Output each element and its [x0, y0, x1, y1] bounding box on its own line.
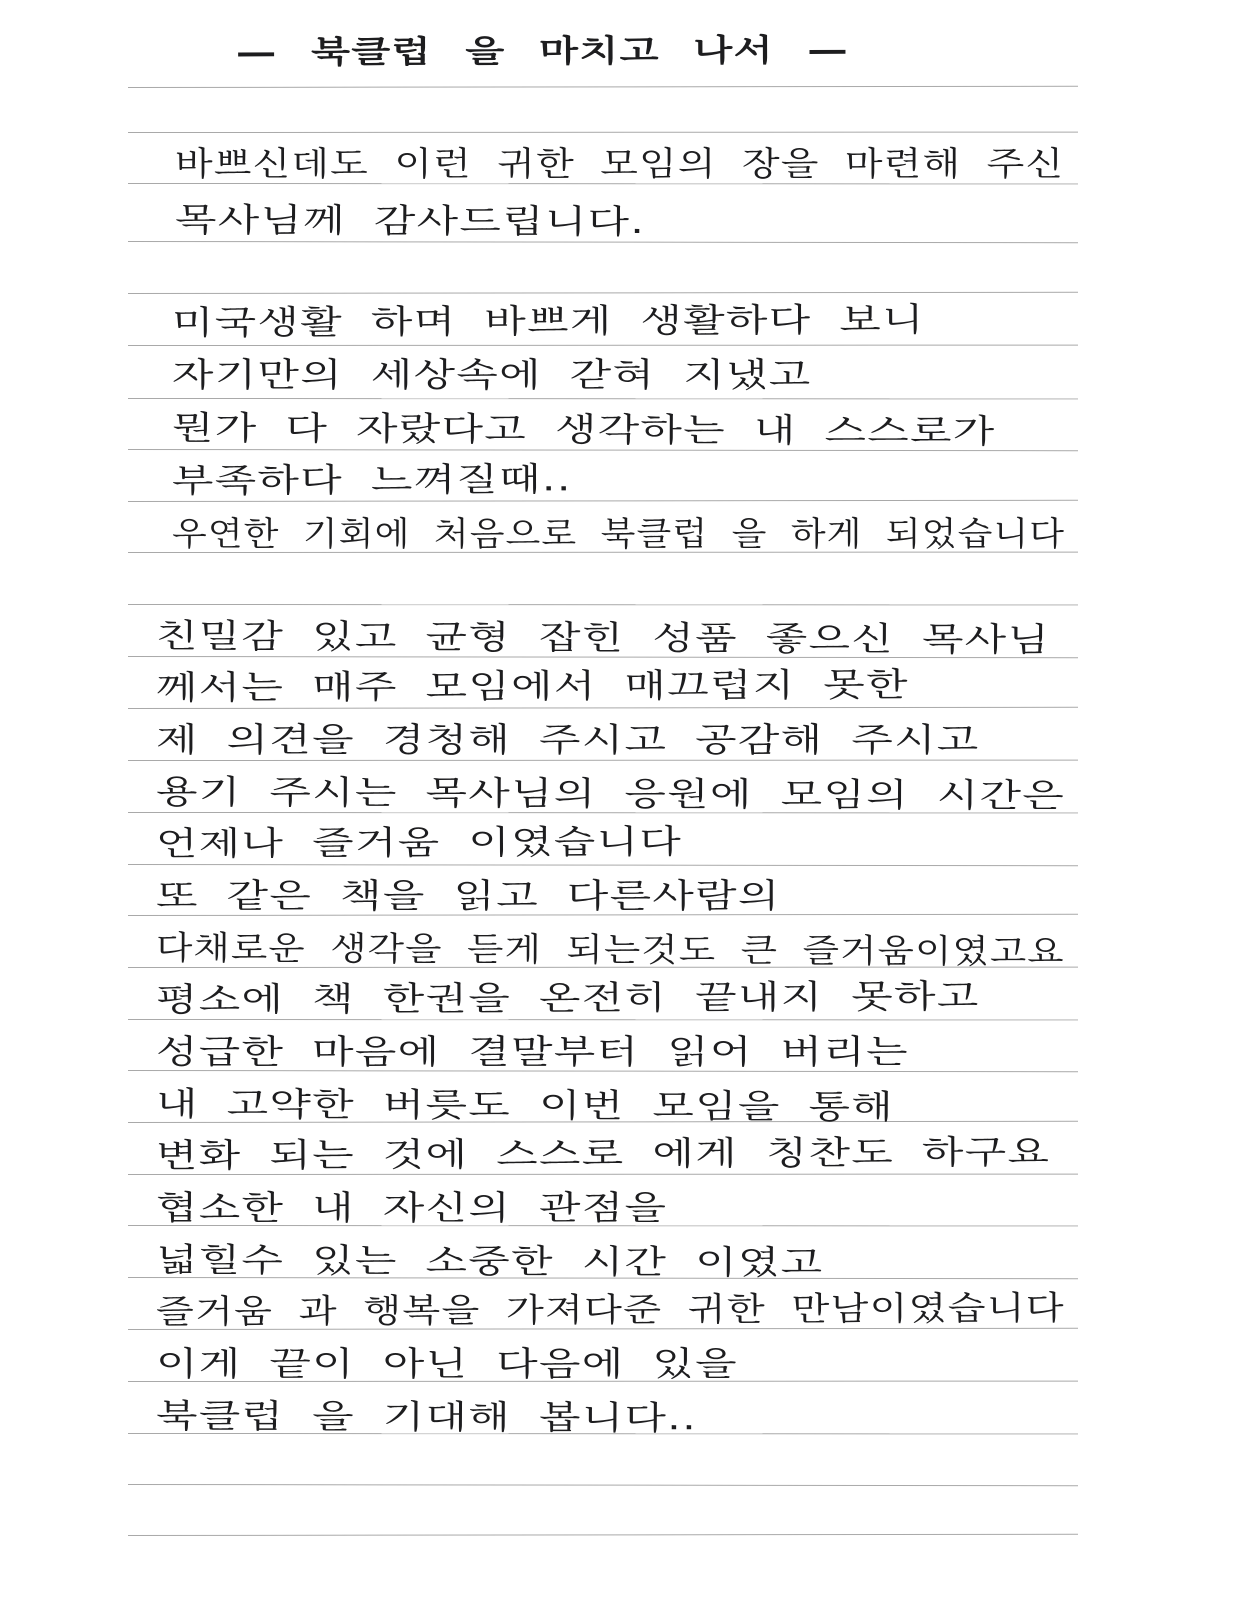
text-line: 친밀감 있고 균형 잡힌 성품 좋으신 목사님: [155, 616, 1051, 659]
text-line: 또 같은 책을 읽고 다른사람의: [156, 876, 781, 915]
text-line: 목사님께 감사드립니다.: [174, 200, 646, 242]
text-line: 자기만의 세상속에 갇혀 지냈고: [172, 355, 812, 394]
ruled-line: [128, 86, 1078, 88]
ruled-line: [128, 1534, 1078, 1536]
text-line: 용기 주시는 목사님의 응원에 모임의 시간은: [155, 772, 1066, 815]
text-line: 부족하다 느껴질때..: [171, 459, 572, 500]
text-line: 내 고약한 버릇도 이번 모임을 통해: [155, 1084, 895, 1127]
ruled-line: [128, 345, 1078, 346]
text-line: 바쁘신데도 이런 귀한 모임의 장을 마련해 주신: [175, 144, 1065, 183]
text-line: 다채로운 생각을 듣게 되는것도 큰 즐거움이였고요: [155, 928, 1065, 971]
text-line: 께서는 매주 모임에서 매끄럽지 못한: [155, 664, 909, 707]
text-line: 협소한 내 자신의 관점을: [156, 1188, 668, 1227]
text-line: 북클럽 을 기대해 봅니다..: [155, 1396, 698, 1438]
ruled-line: [128, 1484, 1078, 1486]
text-line: 변화 되는 것에 스스로 에게 칭찬도 하구요: [155, 1132, 1051, 1175]
text-line: 성급한 마음에 결말부터 읽어 버리는: [156, 1032, 909, 1071]
text-line: 뭔가 다 자랐다고 생각하는 내 스스로가: [171, 408, 996, 451]
text-line: 즐거움 과 행복을 가져다준 귀한 만남이였습니다: [155, 1288, 1065, 1331]
text-line: 언제나 즐거움 이였습니다: [155, 821, 683, 863]
text-line: 이게 끝이 아닌 다음에 있을: [156, 1344, 738, 1383]
text-line: 미국생활 하며 바쁘게 생활하다 보니: [171, 299, 925, 342]
letter-title: — 북클럽 을 마치고 나서 —: [235, 32, 850, 71]
ruled-line: [128, 132, 1078, 133]
text-line: 넓힐수 있는 소중한 시간 이였고: [155, 1240, 824, 1282]
text-line: 우연한 기회에 처음으로 북클럽 을 하게 되었습니다: [172, 514, 1066, 553]
text-line: 평소에 책 한권을 온전히 끝내지 못하고: [155, 976, 980, 1019]
ruled-line: [128, 398, 1078, 399]
text-line: 제 의견을 경청해 주시고 공감해 주시고: [156, 720, 980, 759]
ruled-line: [128, 292, 1078, 294]
ruled-line: [128, 864, 1078, 866]
ruled-line: [128, 604, 1078, 605]
